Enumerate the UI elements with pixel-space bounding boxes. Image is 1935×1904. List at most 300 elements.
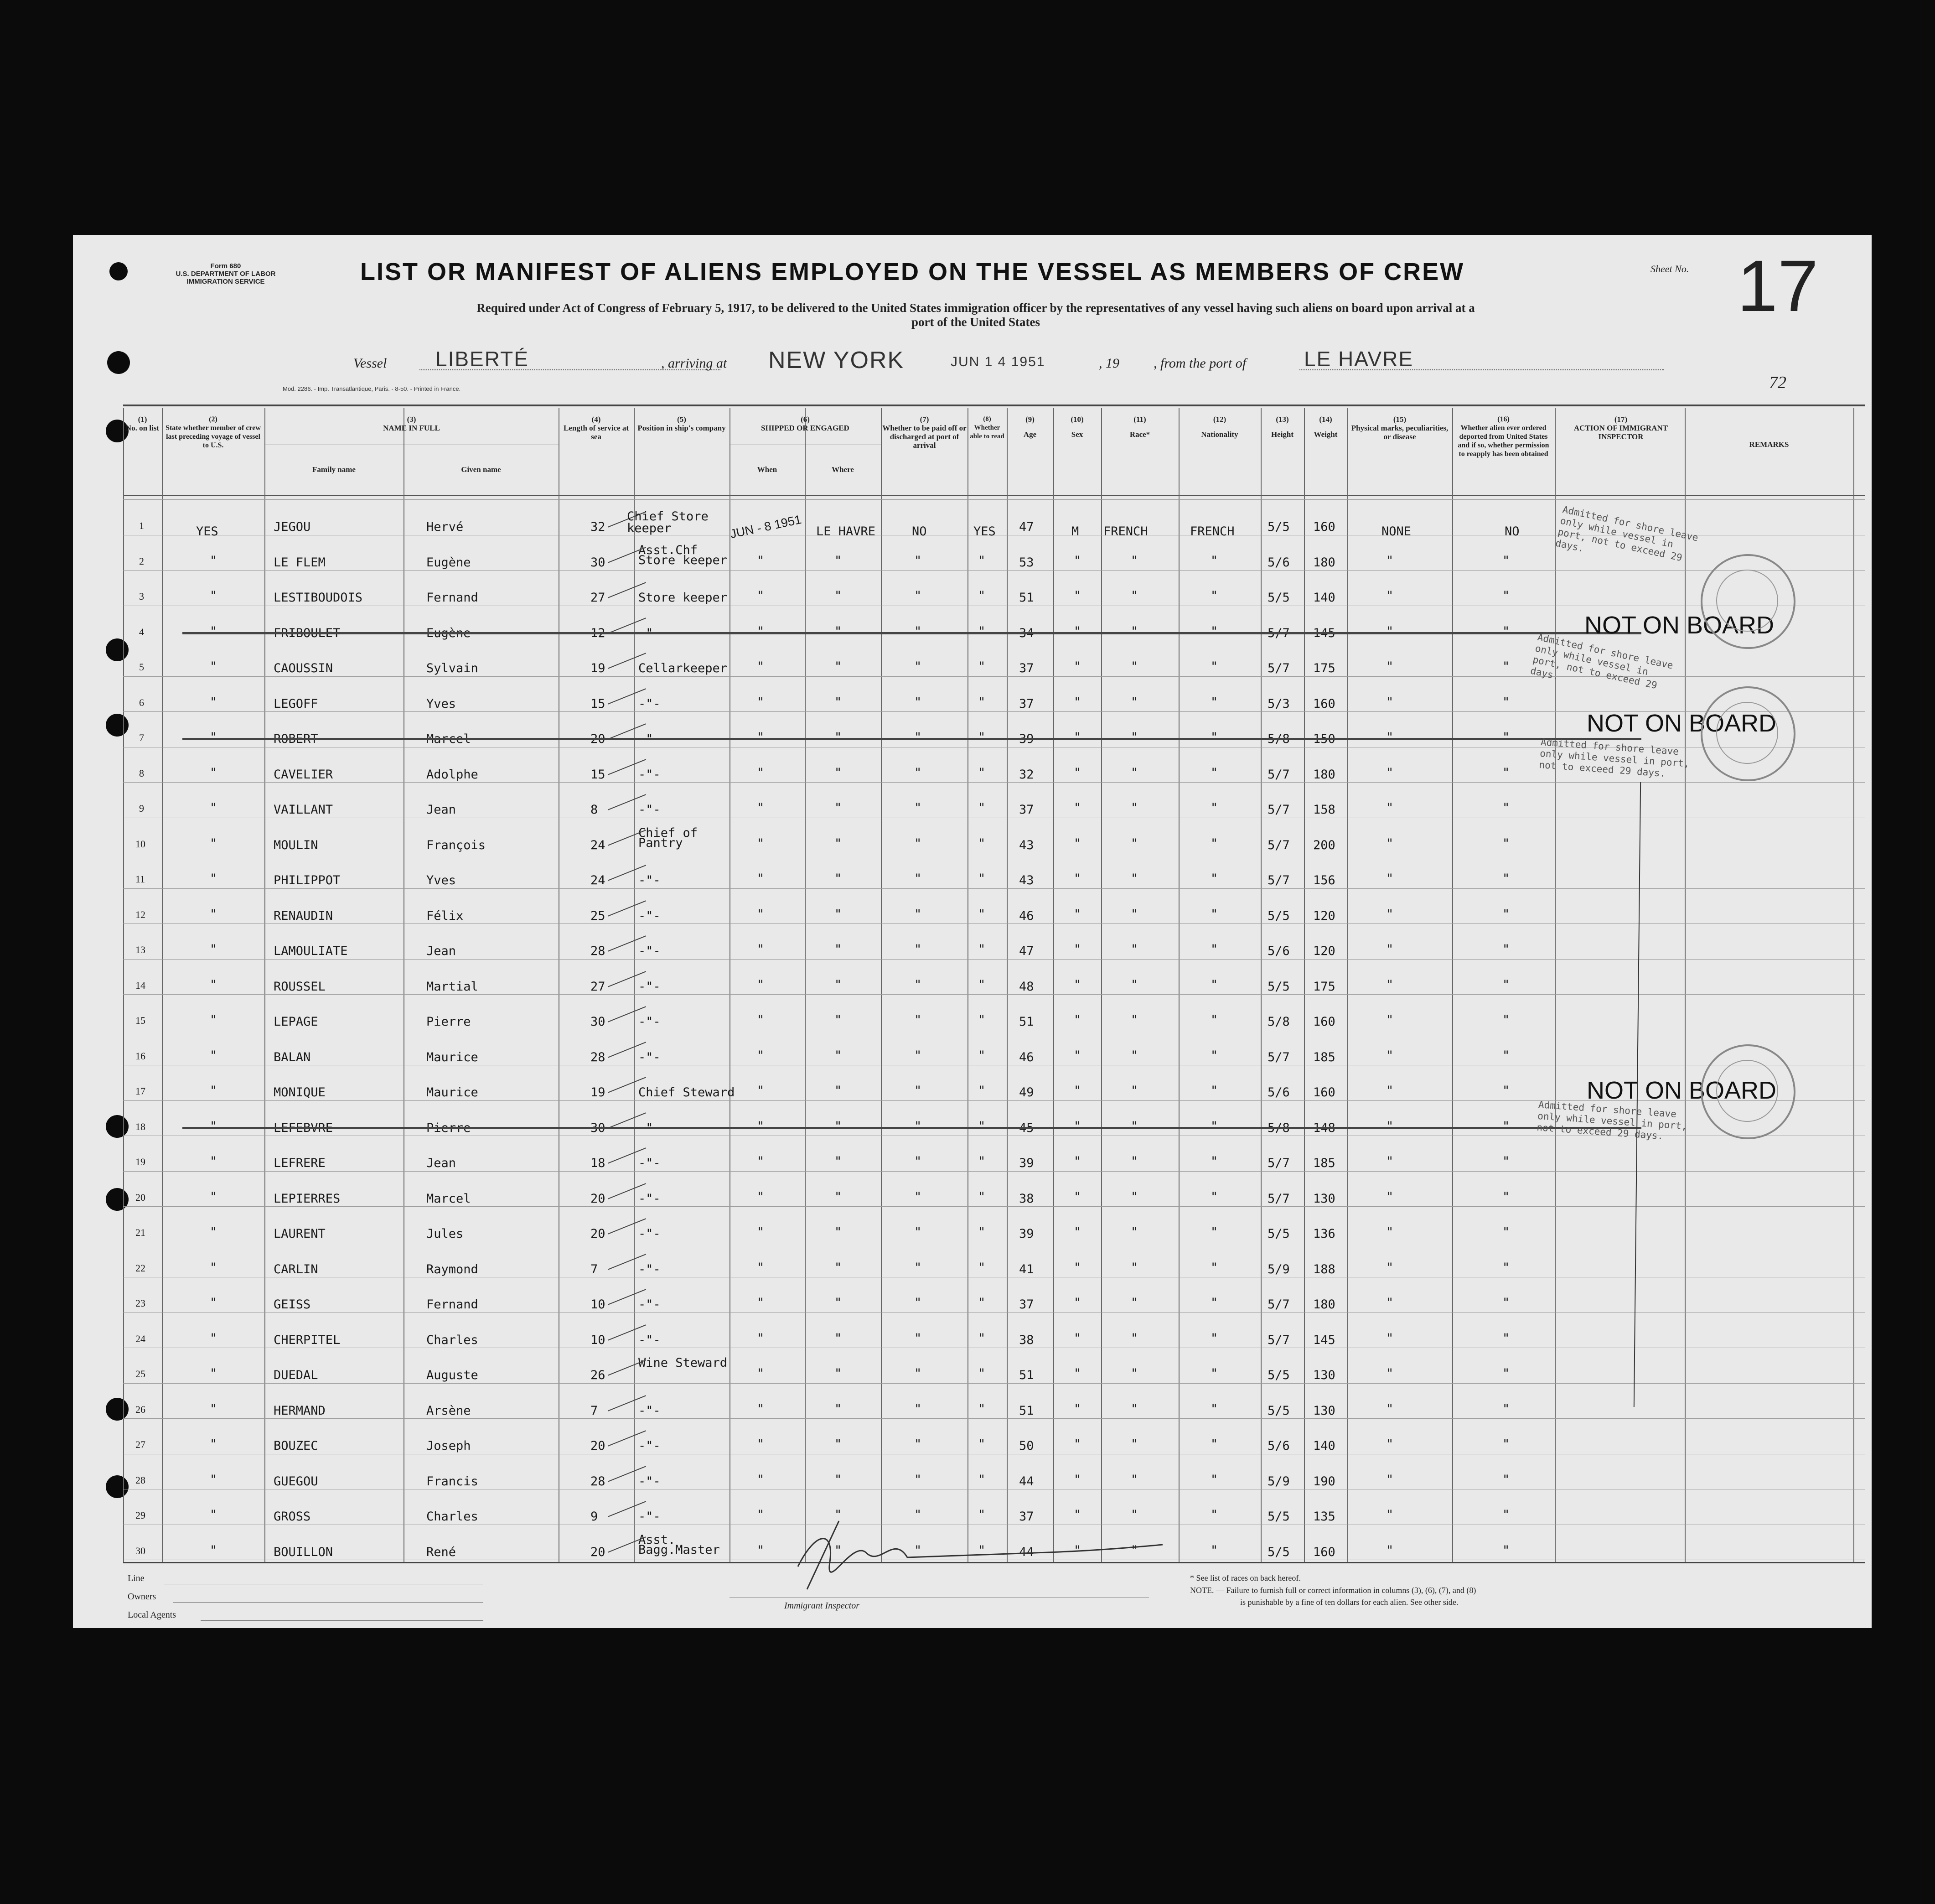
ditto-deported: " [1502, 1401, 1510, 1416]
weight: 140 [1313, 1439, 1335, 1453]
ditto-prev-voyage: " [210, 730, 217, 744]
ditto-where: " [834, 1189, 842, 1204]
row-rule [123, 1171, 1865, 1172]
ditto-nationality: " [1211, 659, 1218, 674]
height: 5/7 [1268, 1050, 1290, 1064]
ditto-deported: " [1502, 1084, 1510, 1098]
departure-port: LE HAVRE [1304, 347, 1414, 371]
ditto-physical: " [1386, 1189, 1394, 1204]
age: 44 [1019, 1545, 1034, 1559]
footer-rule [201, 1620, 483, 1621]
punch-hole [106, 1188, 129, 1211]
ditto-physical: " [1386, 730, 1394, 744]
ditto-race: " [1131, 1013, 1138, 1027]
age: 48 [1019, 979, 1034, 994]
ditto-read: " [978, 872, 986, 886]
given-name: Fernand [426, 591, 478, 605]
ditto-when: " [757, 659, 765, 674]
family-name: LEPAGE [274, 1015, 318, 1029]
ditto-paid-off: " [914, 1508, 922, 1522]
ditto-nationality: " [1211, 1189, 1218, 1204]
position: -"- [638, 944, 661, 958]
ditto-physical: " [1386, 589, 1394, 603]
height: 5/8 [1268, 1015, 1290, 1029]
ditto-when: " [757, 1331, 765, 1345]
column-line [634, 408, 635, 1562]
admitted-note: Admitted for shore leave only while vessel in port, not to exceed 29 days. [1536, 1099, 1688, 1142]
race-first: FRENCH [1103, 524, 1148, 539]
given-name: Félix [426, 908, 464, 923]
row-number: 11 [135, 873, 145, 885]
weight: 136 [1313, 1227, 1335, 1241]
shipped-where-first: LE HAVRE [816, 524, 876, 539]
weight: 188 [1313, 1262, 1335, 1276]
ditto-nationality: " [1211, 1225, 1218, 1239]
ditto-sex: " [1074, 1296, 1081, 1310]
ditto-when: " [757, 1084, 765, 1098]
vessel-label: Vessel [353, 356, 387, 371]
ditto-sex: " [1074, 907, 1081, 921]
ditto-sex: " [1074, 1119, 1081, 1133]
footer-agents-label: Local Agents [128, 1610, 176, 1620]
footer-owners-label: Owners [128, 1592, 156, 1602]
ditto-prev-voyage: " [210, 942, 217, 956]
row-rule [123, 959, 1865, 960]
ditto-physical: " [1386, 1437, 1394, 1451]
inspector-seal [1701, 686, 1795, 781]
given-name: Arsène [426, 1403, 471, 1418]
weight: 190 [1313, 1474, 1335, 1489]
ditto-sex: " [1074, 872, 1081, 886]
family-name: PHILIPPOT [274, 873, 341, 887]
ditto-physical: " [1386, 1296, 1394, 1310]
service-length: 24 [590, 838, 605, 852]
ditto-prev-voyage: " [210, 553, 217, 568]
col-header-position: (5) Position in ship's company [637, 415, 726, 432]
row-number: 1 [139, 520, 144, 531]
ditto-paid-off: " [914, 1189, 922, 1204]
ditto-race: " [1131, 1260, 1138, 1275]
ditto-nationality: " [1211, 1084, 1218, 1098]
ditto-prev-voyage: " [210, 589, 217, 603]
ditto-deported: " [1502, 589, 1510, 603]
column-line [264, 408, 265, 1562]
col-header-inspector-action: (17) ACTION OF IMMIGRANT INSPECTOR [1573, 415, 1668, 441]
punch-hole [106, 638, 129, 661]
ditto-paid-off: " [914, 589, 922, 603]
header-bottom-rule [123, 495, 1865, 496]
ditto-sex: " [1074, 765, 1081, 780]
ditto-sex: " [1074, 1225, 1081, 1239]
ditto-race: " [1131, 1472, 1138, 1487]
page-number: 72 [1769, 373, 1786, 392]
ditto-race: " [1131, 942, 1138, 956]
position: -"- [638, 732, 661, 746]
age: 37 [1019, 696, 1034, 711]
ditto-deported: " [1502, 977, 1510, 992]
ditto-paid-off: " [914, 942, 922, 956]
ditto-nationality: " [1211, 977, 1218, 992]
weight: 148 [1313, 1121, 1335, 1135]
family-name: MONIQUE [274, 1085, 326, 1100]
weight: 130 [1313, 1191, 1335, 1206]
given-name: Eugène [426, 555, 471, 570]
ditto-deported: " [1502, 1189, 1510, 1204]
subtitle-line-2: port of the United States [911, 315, 1040, 329]
ditto-sex: " [1074, 1543, 1081, 1557]
ditto-physical: " [1386, 1260, 1394, 1275]
weight: 145 [1313, 1333, 1335, 1347]
ditto-nationality: " [1211, 1154, 1218, 1168]
column-line [1452, 408, 1453, 1562]
punch-hole [109, 262, 128, 280]
row-number: 26 [135, 1403, 145, 1415]
service-length: 27 [590, 979, 605, 994]
age: 47 [1019, 520, 1034, 534]
col-header-service: (4) Length of service at sea [563, 415, 629, 441]
fine-note: NOTE. — Failure to furnish full or correct information in columns (3), (6), (7), and (8) [1190, 1586, 1476, 1595]
family-name: CARLIN [274, 1262, 318, 1276]
row-rule [123, 1418, 1865, 1419]
ditto-where: " [834, 872, 842, 886]
col-header-remarks: REMARKS [1749, 440, 1789, 449]
position: Wine Steward [638, 1356, 728, 1370]
row-number: 10 [135, 838, 145, 850]
strike-through [182, 632, 1641, 634]
ditto-when: " [757, 1296, 765, 1310]
ditto-paid-off: " [914, 1260, 922, 1275]
col-header-family: Family name [312, 465, 356, 474]
family-name: JEGOU [274, 520, 311, 534]
given-name: Maurice [426, 1085, 478, 1100]
physical-first: NONE [1381, 524, 1412, 539]
position: Asst.Chf Store keeper [638, 543, 728, 567]
service-length: 26 [590, 1368, 605, 1382]
ditto-race: " [1131, 836, 1138, 851]
ditto-read: " [978, 1084, 986, 1098]
ditto-when: " [757, 730, 765, 744]
ditto-read: " [978, 624, 986, 638]
col-header-where: Where [832, 465, 854, 474]
ditto-where: " [834, 553, 842, 568]
ditto-read: " [978, 765, 986, 780]
ditto-read: " [978, 1048, 986, 1063]
family-name: DUEDAL [274, 1368, 318, 1382]
strike-through [182, 738, 1641, 740]
column-line [1304, 408, 1305, 1562]
subtitle [242, 301, 1710, 329]
punch-hole [106, 714, 129, 737]
not-on-board-stamp: NOT ON BOARD [1584, 612, 1775, 639]
inspector-seal [1701, 1044, 1795, 1139]
ditto-nationality: " [1211, 1401, 1218, 1416]
column-line [1007, 408, 1008, 1562]
ditto-where: " [834, 1508, 842, 1522]
ditto-when: " [757, 1543, 765, 1557]
ditto-when: " [757, 872, 765, 886]
ditto-when: " [757, 801, 765, 815]
ditto-read: " [978, 695, 986, 709]
printer-note: Mod. 2286. - Imp. Transatlantique, Paris. - 8-50. - Printed in France. [283, 385, 461, 392]
ditto-when: " [757, 836, 765, 851]
family-name: LEFEBVRE [274, 1121, 333, 1135]
ditto-sex: " [1074, 624, 1081, 638]
age: 39 [1019, 732, 1034, 746]
given-name: Jean [426, 944, 456, 958]
ditto-when: " [757, 1366, 765, 1380]
position: -"- [638, 1333, 661, 1347]
row-number: 3 [139, 591, 144, 602]
ditto-prev-voyage: " [210, 1225, 217, 1239]
weight: 160 [1313, 1085, 1335, 1100]
row-number: 30 [135, 1545, 145, 1556]
weight: 160 [1313, 696, 1335, 711]
ditto-paid-off: " [914, 1154, 922, 1168]
given-name: Fernand [426, 1297, 478, 1312]
ditto-nationality: " [1211, 836, 1218, 851]
ditto-deported: " [1502, 624, 1510, 638]
department: U.S. DEPARTMENT OF LABOR [176, 270, 276, 278]
row-rule [123, 923, 1865, 924]
ditto-deported: " [1502, 1472, 1510, 1487]
position: -"- [638, 803, 661, 817]
ditto-prev-voyage: " [210, 872, 217, 886]
ditto-read: " [978, 836, 986, 851]
ditto-physical: " [1386, 1084, 1394, 1098]
ditto-nationality: " [1211, 1366, 1218, 1380]
weight: 145 [1313, 626, 1335, 640]
ditto-when: " [757, 1119, 765, 1133]
ditto-where: " [834, 1472, 842, 1487]
position: Chief of Pantry [638, 825, 698, 850]
ditto-sex: " [1074, 1084, 1081, 1098]
ditto-prev-voyage: " [210, 801, 217, 815]
ditto-race: " [1131, 872, 1138, 886]
weight: 185 [1313, 1050, 1335, 1064]
ditto-sex: " [1074, 1260, 1081, 1275]
weight: 130 [1313, 1368, 1335, 1382]
ditto-sex: " [1074, 730, 1081, 744]
ditto-race: " [1131, 1437, 1138, 1451]
family-name: ROUSSEL [274, 979, 326, 994]
shipped-date-stamp: JUN - 8 1951 [729, 512, 803, 541]
not-on-board-stamp: NOT ON BOARD [1587, 710, 1777, 737]
family-name: ROBERT [274, 732, 318, 746]
ditto-race: " [1131, 1331, 1138, 1345]
ditto-paid-off: " [914, 659, 922, 674]
row-number: 22 [135, 1262, 145, 1274]
given-name: Charles [426, 1333, 478, 1347]
ditto-where: " [834, 1048, 842, 1063]
ditto-race: " [1131, 589, 1138, 603]
height: 5/6 [1268, 1439, 1290, 1453]
age: 34 [1019, 626, 1034, 640]
service-length: 25 [590, 908, 605, 923]
column-line [162, 408, 163, 1562]
family-name: VAILLANT [274, 803, 333, 817]
row-number: 14 [135, 979, 145, 991]
row-number: 28 [135, 1474, 145, 1486]
ditto-sex: " [1074, 589, 1081, 603]
row-number: 12 [135, 908, 145, 920]
ditto-read: " [978, 1366, 986, 1380]
ditto-read: " [978, 942, 986, 956]
ditto-paid-off: " [914, 553, 922, 568]
ditto-race: " [1131, 553, 1138, 568]
column-line [1179, 408, 1180, 1562]
height: 5/7 [1268, 838, 1290, 852]
given-name: Raymond [426, 1262, 478, 1276]
arrival-port: NEW YORK [768, 347, 905, 374]
position: -"- [638, 1262, 661, 1276]
position: -"- [638, 696, 661, 711]
ditto-nationality: " [1211, 553, 1218, 568]
family-name: LEGOFF [274, 696, 318, 711]
given-name: Francis [426, 1474, 478, 1489]
height: 5/5 [1268, 1403, 1290, 1418]
given-name: Maurice [426, 1050, 478, 1064]
col-header-prev-voyage: (2) State whether member of crew last preceding voyage of vessel to U.S. [166, 415, 261, 449]
row-rule [123, 1206, 1865, 1207]
ditto-prev-voyage: " [210, 659, 217, 674]
weight: 180 [1313, 767, 1335, 782]
weight: 175 [1313, 661, 1335, 675]
ditto-where: " [834, 1119, 842, 1133]
position: Store keeper [638, 591, 728, 605]
weight: 130 [1313, 1403, 1335, 1418]
races-note: * See list of races on back hereof. [1190, 1573, 1301, 1582]
ditto-when: " [757, 1508, 765, 1522]
admitted-note: Admitted for shore leave only while vessel in port, not to exceed 29 days. [1554, 504, 1699, 564]
age: 37 [1019, 803, 1034, 817]
ditto-prev-voyage: " [210, 695, 217, 709]
height: 5/7 [1268, 1191, 1290, 1206]
ditto-nationality: " [1211, 942, 1218, 956]
ditto-paid-off: " [914, 1437, 922, 1451]
ditto-when: " [757, 695, 765, 709]
ditto-where: " [834, 1013, 842, 1027]
age: 50 [1019, 1439, 1034, 1453]
ditto-deported: " [1502, 801, 1510, 815]
column-line [1853, 408, 1854, 1562]
ditto-when: " [757, 1225, 765, 1239]
ditto-read: " [978, 1119, 986, 1133]
form-number: Form 680 [210, 262, 241, 270]
ditto-where: " [834, 1084, 842, 1098]
family-name: LEFRERE [274, 1156, 326, 1170]
ditto-prev-voyage: " [210, 1401, 217, 1416]
service-length: 20 [590, 1439, 605, 1453]
ditto-where: " [834, 1543, 842, 1557]
ditto-deported: " [1502, 1225, 1510, 1239]
ditto-physical: " [1386, 801, 1394, 815]
ditto-paid-off: " [914, 1401, 922, 1416]
row-rule [123, 782, 1865, 783]
ditto-race: " [1131, 1543, 1138, 1557]
column-line [1053, 408, 1054, 1562]
family-name: GUEGOU [274, 1474, 318, 1489]
position: -"- [638, 873, 661, 887]
col-header-read: (8) Whether able to read [970, 415, 1004, 440]
ditto-when: " [757, 1013, 765, 1027]
service-length: 20 [590, 1545, 605, 1559]
weight: 185 [1313, 1156, 1335, 1170]
ditto-prev-voyage: " [210, 1260, 217, 1275]
position: -"- [638, 1050, 661, 1064]
ditto-where: " [834, 1260, 842, 1275]
family-name: CHERPITEL [274, 1333, 341, 1347]
ditto-nationality: " [1211, 765, 1218, 780]
column-line [123, 408, 124, 1562]
row-number: 2 [139, 555, 144, 567]
age: 51 [1019, 1403, 1034, 1418]
sheet-number: 17 [1737, 245, 1818, 327]
read-first: YES [973, 524, 996, 539]
height: 5/7 [1268, 873, 1290, 887]
height: 5/7 [1268, 661, 1290, 675]
ditto-race: " [1131, 730, 1138, 744]
family-name: LAURENT [274, 1227, 326, 1241]
age: 43 [1019, 838, 1034, 852]
ditto-prev-voyage: " [210, 907, 217, 921]
row-number: 13 [135, 944, 145, 955]
ditto-sex: " [1074, 942, 1081, 956]
ditto-where: " [834, 1154, 842, 1168]
age: 41 [1019, 1262, 1034, 1276]
ditto-read: " [978, 1401, 986, 1416]
ditto-sex: " [1074, 659, 1081, 674]
position: -"- [638, 1156, 661, 1170]
ditto-sex: " [1074, 1154, 1081, 1168]
ditto-prev-voyage: " [210, 1189, 217, 1204]
ditto-read: " [978, 1154, 986, 1168]
immigrant-inspector-label: Immigrant Inspector [784, 1601, 859, 1611]
row-number: 24 [135, 1333, 145, 1344]
position: Asst. Bagg.Master [638, 1532, 720, 1557]
ditto-read: " [978, 1437, 986, 1451]
column-line [1685, 408, 1686, 1562]
column-line [881, 408, 882, 1562]
age: 53 [1019, 555, 1034, 570]
position: -"- [638, 1227, 661, 1241]
given-name: Yves [426, 873, 456, 887]
ditto-paid-off: " [914, 765, 922, 780]
ditto-where: " [834, 589, 842, 603]
ditto-where: " [834, 942, 842, 956]
sex-first: M [1071, 524, 1079, 539]
ditto-physical: " [1386, 872, 1394, 886]
height: 5/8 [1268, 732, 1290, 746]
ditto-where: " [834, 765, 842, 780]
ditto-race: " [1131, 1366, 1138, 1380]
age: 39 [1019, 1227, 1034, 1241]
ditto-read: " [978, 1013, 986, 1027]
ditto-paid-off: " [914, 1366, 922, 1380]
position: -"- [638, 1403, 661, 1418]
family-name: LEPIERRES [274, 1191, 341, 1206]
age: 51 [1019, 1015, 1034, 1029]
position: Chief Steward [638, 1085, 735, 1100]
ditto-race: " [1131, 659, 1138, 674]
ditto-read: " [978, 1189, 986, 1204]
ditto-physical: " [1386, 1366, 1394, 1380]
weight: 180 [1313, 1297, 1335, 1312]
ditto-paid-off: " [914, 1084, 922, 1098]
ditto-physical: " [1386, 942, 1394, 956]
age: 37 [1019, 1510, 1034, 1524]
service-length: 27 [590, 591, 605, 605]
ditto-when: " [757, 1048, 765, 1063]
